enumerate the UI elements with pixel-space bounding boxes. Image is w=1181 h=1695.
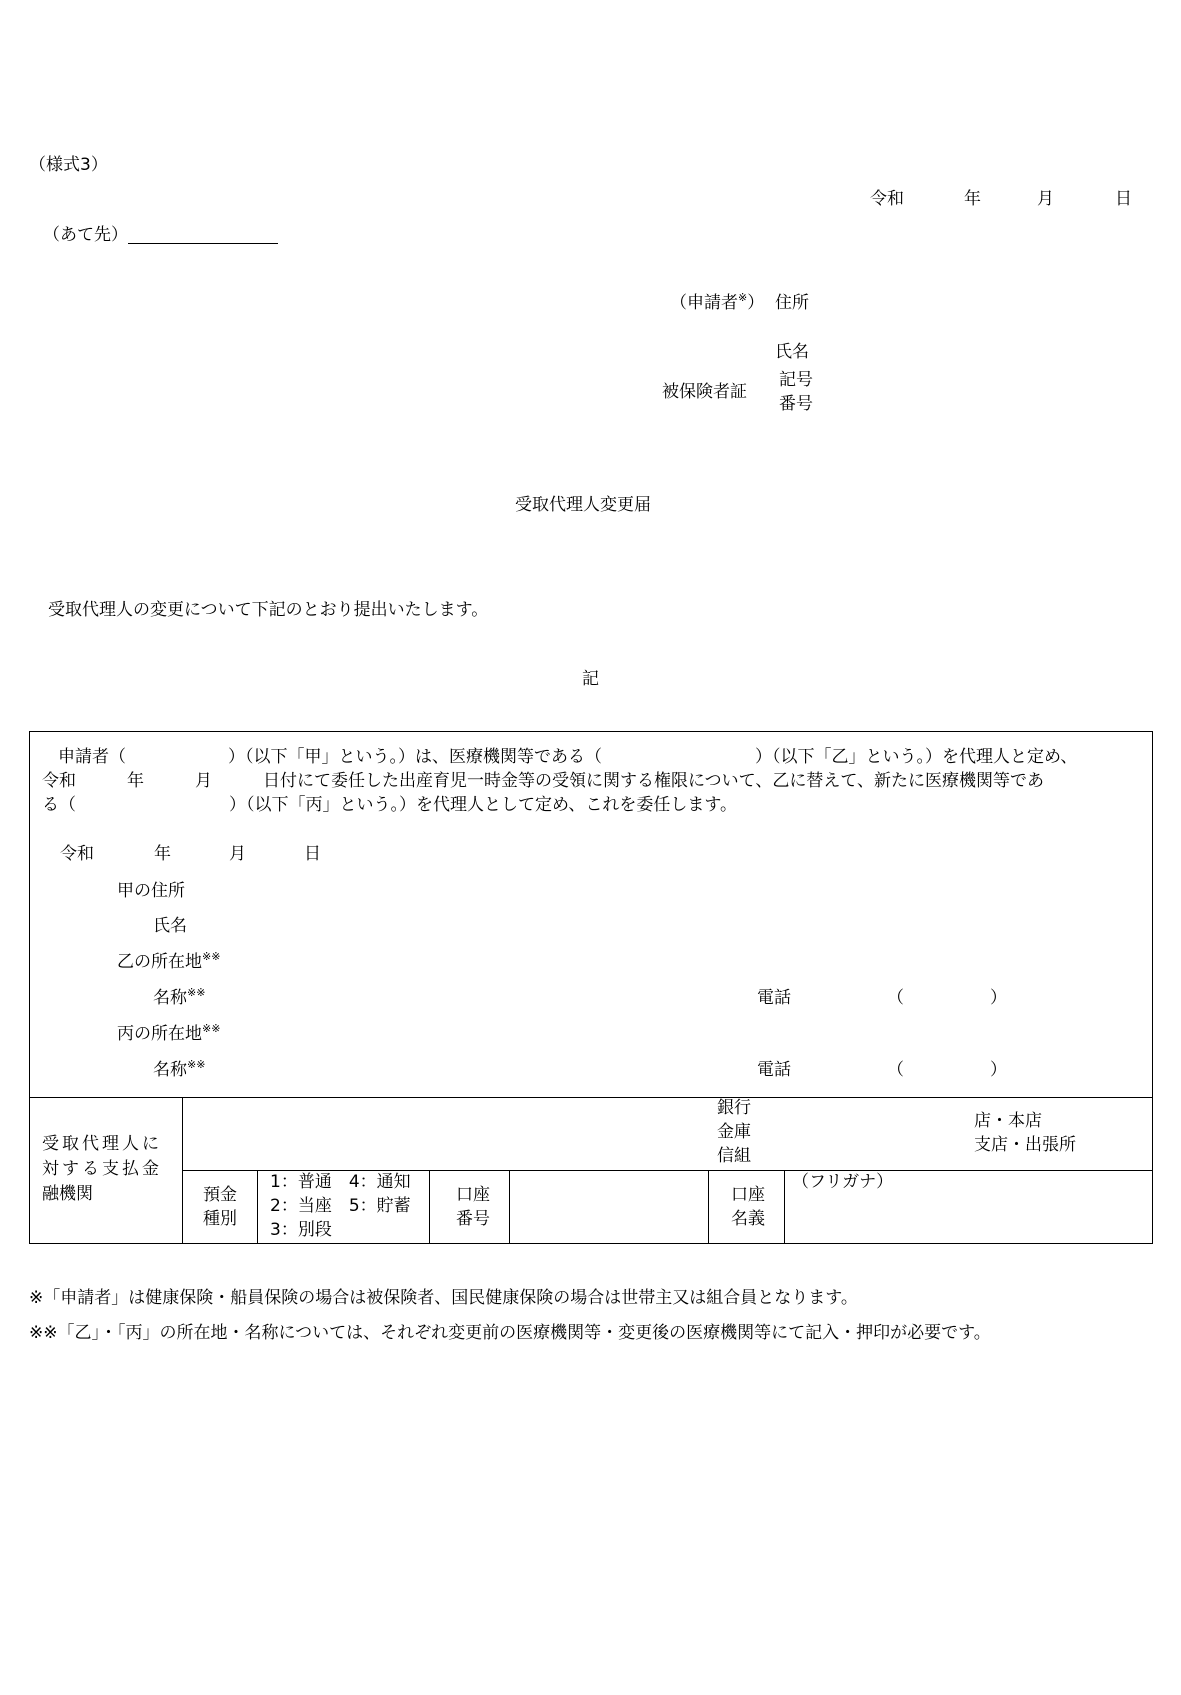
divider-account-number-label <box>509 1170 510 1244</box>
double-asterisk-mark: ※※ <box>202 950 221 963</box>
addressee-label: （あて先） <box>43 225 128 245</box>
deposit-option-3: 3：別段 <box>270 1220 332 1240</box>
account-number-label-1: 口座 <box>456 1185 490 1205</box>
bank-type-bank: 銀行 <box>717 1098 751 1118</box>
deposit-label-2: 種別 <box>203 1209 237 1229</box>
otsu-location-label: 乙の所在地※※ <box>117 950 221 972</box>
otsu-phone-label: 電話 <box>757 988 791 1008</box>
account-number-label-2: 番号 <box>456 1209 490 1229</box>
divider-deposit-label <box>257 1170 258 1244</box>
deposit-option-2: 2：当座 5：貯蓄 <box>270 1196 411 1216</box>
note-1: ※「申請者」は健康保険・船員保険の場合は被保険者、国民健康保険の場合は世帯主又は組合員となります。 <box>29 1288 858 1308</box>
date-month: 月 <box>1037 189 1054 209</box>
body-date-day: 日 <box>304 844 321 864</box>
bank-section-label-3: 融機関 <box>42 1184 93 1204</box>
body-date-month: 月 <box>229 844 246 864</box>
date-day: 日 <box>1115 189 1132 209</box>
number-label: 番号 <box>779 394 813 414</box>
applicant-name-label: 氏名 <box>775 342 809 362</box>
hei-location-label: 丙の所在地※※ <box>117 1022 221 1044</box>
date-era: 令和 <box>870 189 904 209</box>
hei-phone-paren-close: ） <box>990 1060 1007 1080</box>
hei-phone-paren-open: （ <box>887 1060 904 1080</box>
addressee-row <box>43 225 278 244</box>
branch-type-line-1: 店・本店 <box>974 1111 1042 1131</box>
branch-type-line-2: 支店・出張所 <box>974 1135 1076 1155</box>
hei-phone-label: 電話 <box>757 1060 791 1080</box>
insurance-card-label: 被保険者証 <box>662 382 747 402</box>
deposit-option-1: 1：普通 4：通知 <box>270 1172 411 1192</box>
note-2: ※※「乙」・「丙」の所在地・名称については、それぞれ変更前の医療機関等・変更後の医療機関等にて記入・押印が必要です。 <box>29 1323 991 1343</box>
divider-bank <box>29 1097 1153 1098</box>
ki-heading: 記 <box>582 669 599 689</box>
otsu-phone-paren-close: ） <box>990 988 1007 1008</box>
divider-account-holder-label <box>784 1170 785 1244</box>
document-title: 受取代理人変更届 <box>515 495 651 515</box>
body-date-era: 令和 <box>60 844 94 864</box>
furigana-label: （フリガナ） <box>792 1172 894 1192</box>
otsu-name-label: 名称※※ <box>153 986 206 1008</box>
account-holder-label-1: 口座 <box>731 1185 765 1205</box>
body-line-1: 申請者（ ）（以下「甲」という。）は、医療機関等である（ ）（以下「乙」という。）を代理人と定め、 <box>58 747 1078 767</box>
body-line-3: る（ ）（以下「丙」という。）を代理人として定め、これを委任します。 <box>42 795 737 815</box>
otsu-phone-paren-open: （ <box>887 988 904 1008</box>
date-year: 年 <box>964 189 981 209</box>
bank-section-label-2: 対する支払金 <box>42 1159 162 1179</box>
hei-name-label: 名称※※ <box>153 1058 206 1080</box>
account-holder-label-2: 名義 <box>731 1209 765 1229</box>
bank-section-label-1: 受取代理人に <box>42 1134 162 1154</box>
symbol-label: 記号 <box>779 370 813 390</box>
kou-address-label: 甲の住所 <box>117 881 185 901</box>
divider-bank-row <box>182 1170 1153 1171</box>
intro-text: 受取代理人の変更について下記のとおり提出いたします。 <box>48 600 489 620</box>
addressee-field[interactable] <box>128 225 278 244</box>
applicant-label: （申請者※） <box>670 291 765 313</box>
kou-name-label: 氏名 <box>153 916 187 936</box>
account-number-field[interactable] <box>512 1173 705 1241</box>
body-line-2: 令和 年 月 日付にて委任した出産育児一時金等の受領に関する権限について、乙に替えて、新たに医療機関等であ <box>42 771 1044 791</box>
divider-account-number-value <box>708 1170 709 1244</box>
deposit-label-1: 預金 <box>203 1185 237 1205</box>
bank-type-shinkumi: 信組 <box>717 1146 751 1166</box>
applicant-address-label: 住所 <box>775 293 809 313</box>
asterisk-mark: ※ <box>738 291 748 304</box>
bank-type-shinkin: 金庫 <box>717 1122 751 1142</box>
form-number: （様式3） <box>29 155 108 175</box>
divider-deposit-options <box>429 1170 430 1244</box>
body-date-year: 年 <box>154 844 171 864</box>
